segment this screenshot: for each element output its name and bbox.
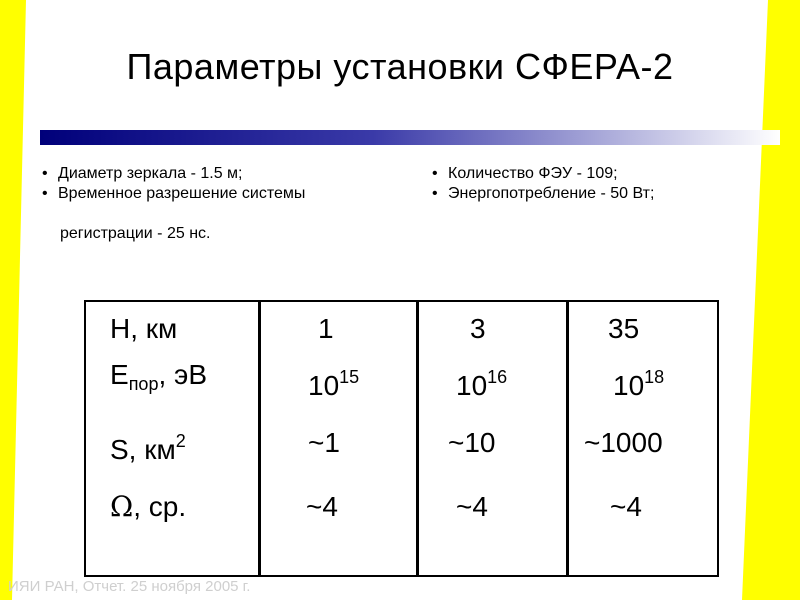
table-divider [416,302,419,575]
right-yellow-band [742,0,800,600]
table-cell: $10^{16}$ [456,367,508,401]
table-cell: ~4 [456,491,488,522]
table-cell: ~1000 [584,427,663,458]
table-cell: ~1 [308,427,340,458]
bullet-time-resolution-continuation: регистрации - 25 нс. [60,225,211,242]
table-cell: 3 [470,313,486,344]
table-cell: ~10 [448,427,496,458]
table-divider [258,302,261,575]
bullet-mirror-diameter: • Диаметр зеркала - 1.5 м; [40,164,420,184]
row-label-solid-angle: Ω, ср. [110,490,187,523]
parameters-table [84,300,719,577]
table-cell: $10^{15}$ [308,367,360,401]
table-cell: 35 [608,313,640,344]
row-label-threshold-energy: $E_{пор}$, эВ [110,359,207,394]
table-divider [566,302,569,575]
row-label-area: S, $км^2$ [110,431,186,465]
slide-title: Параметры установки СФЕРА-2 [126,46,674,87]
footer-text: ИЯИ РАН, Отчет. 25 ноября 2005 г. [8,578,251,595]
left-bullet-list [40,164,420,244]
table-cell: ~4 [306,491,338,522]
table-cell: $10^{18}$ [613,367,665,401]
bullet-time-resolution: • Временное разрешение системы [40,184,420,204]
row-label-height: H, км [110,313,178,344]
bullet-pmt-count: • Количество ФЭУ - 109; [430,164,770,184]
bullet-power-consumption: • Энергопотребление - 50 Вт; [430,184,770,204]
right-bullet-list [430,164,770,204]
table-cell: ~4 [610,491,642,522]
omega-symbol: Ω [110,490,134,523]
left-yellow-band [0,0,26,600]
table-cell: 1 [318,313,334,344]
header-gradient-bar [40,130,780,145]
